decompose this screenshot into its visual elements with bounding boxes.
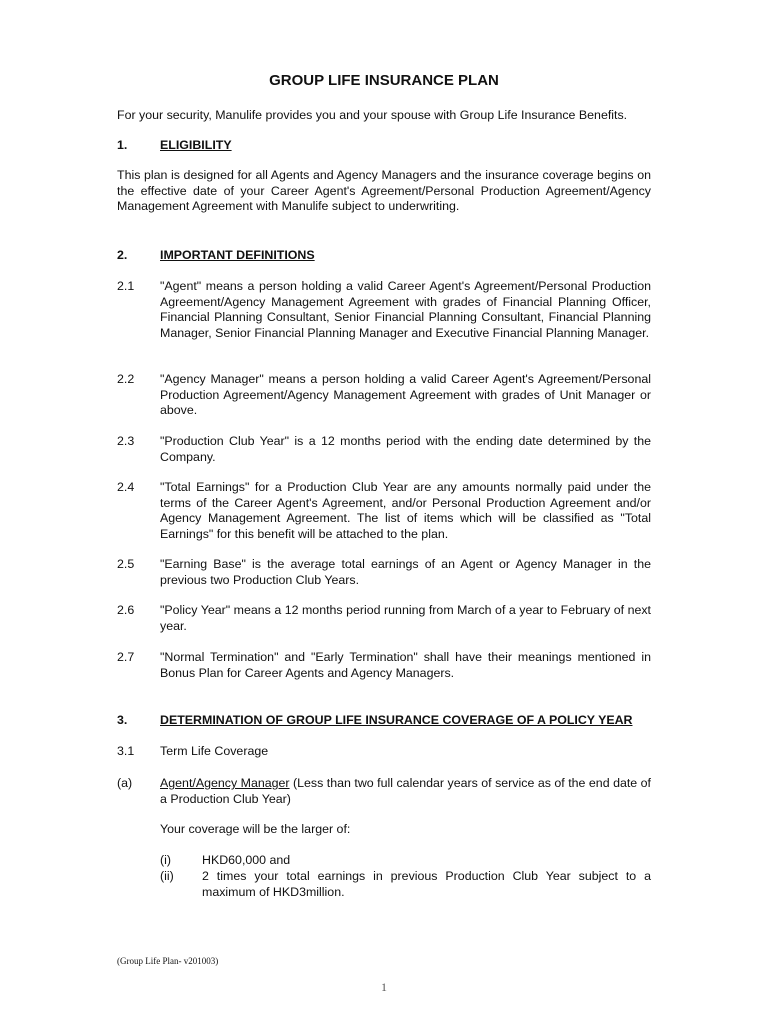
definition-policy-year: "Policy Year" means a 12 months period running from March of a year to February of next year. [160, 603, 651, 633]
page-number: 1 [381, 980, 387, 994]
section-2-number: 2. [117, 248, 128, 262]
definition-agent: "Agent" means a person holding a valid Career Agent's Agreement/Personal Production Agreement/Agency Management Agreement with grades of Financial Planning Officer, Financial Planning Consultant, Senior Financial Planning Consultant, Financial Planning Manager, Senior Financial Planning Manager and Executive Financial Planning Manager. [160, 279, 651, 340]
definition-earning-base: "Earning Base" is the average total earnings of an Agent or Agency Manager in the previous two Production Club Years. [160, 557, 651, 587]
definition-production-club-year: "Production Club Year" is a 12 months period with the ending date determined by the Company. [160, 434, 651, 464]
section-3-heading: DETERMINATION OF GROUP LIFE INSURANCE COVERAGE OF A POLICY YEAR [160, 713, 633, 727]
section-1-number: 1. [117, 138, 128, 152]
definition-agency-manager: "Agency Manager" means a person holding a valid Career Agent's Agreement/Personal Production Agreement/Agency Management Agreement with grades of Unit Manager or above. [160, 372, 651, 418]
section-3-number: 3. [117, 713, 128, 727]
item-a-label: (a) [117, 776, 133, 790]
option-text: HKD60,000 and [202, 853, 291, 867]
coverage-intro: Your coverage will be the larger of: [160, 822, 351, 836]
section-2-heading: IMPORTANT DEFINITIONS [160, 248, 315, 262]
subsection-title: Term Life Coverage [160, 744, 269, 758]
definition-number: 2.7 [117, 650, 135, 664]
intro-paragraph: For your security, Manulife provides you and your spouse with Group Life Insurance Benefits. [117, 108, 628, 122]
document-title: GROUP LIFE INSURANCE PLAN [269, 72, 499, 89]
item-a-underlined: Agent/Agency Manager [160, 776, 290, 790]
definition-number: 2.5 [117, 557, 135, 571]
subsection-number: 3.1 [117, 744, 135, 758]
option-label: (i) [160, 853, 172, 867]
definition-number: 2.2 [117, 372, 135, 386]
eligibility-paragraph: This plan is designed for all Agents and Agency Managers and the insurance coverage begins on the effective date of your Career Agent's Agreement/Personal Production Agreement/Agency Management Agreement with Manulife subject to underwriting. [117, 168, 651, 214]
definition-number: 2.6 [117, 603, 135, 617]
option-text: 2 times your total earnings in previous Production Club Year subject to a maximum of HKD3million. [202, 869, 651, 899]
footer-version: (Group Life Plan- v201003) [117, 956, 219, 966]
definition-total-earnings: "Total Earnings" for a Production Club Year are any amounts normally paid under the terms of the Career Agent's Agreement, and/or Personal Production Agreement and/or Agency Management Agreement. The list of items which will be classified as "Total Earnings" for this benefit will be attached to the plan. [160, 480, 651, 541]
definition-number: 2.4 [117, 480, 135, 494]
definition-number: 2.1 [117, 279, 135, 293]
definition-termination: "Normal Termination" and "Early Termination" shall have their meanings mentioned in Bonus Plan for Career Agents and Agency Managers. [160, 650, 651, 680]
option-label: (ii) [160, 869, 174, 883]
item-a-rest: (Less than two full calendar years of service as of the end date of a Production Club Year) [160, 776, 651, 806]
item-a-text [160, 776, 651, 807]
definition-number: 2.3 [117, 434, 135, 448]
section-1-heading: ELIGIBILITY [160, 138, 232, 152]
